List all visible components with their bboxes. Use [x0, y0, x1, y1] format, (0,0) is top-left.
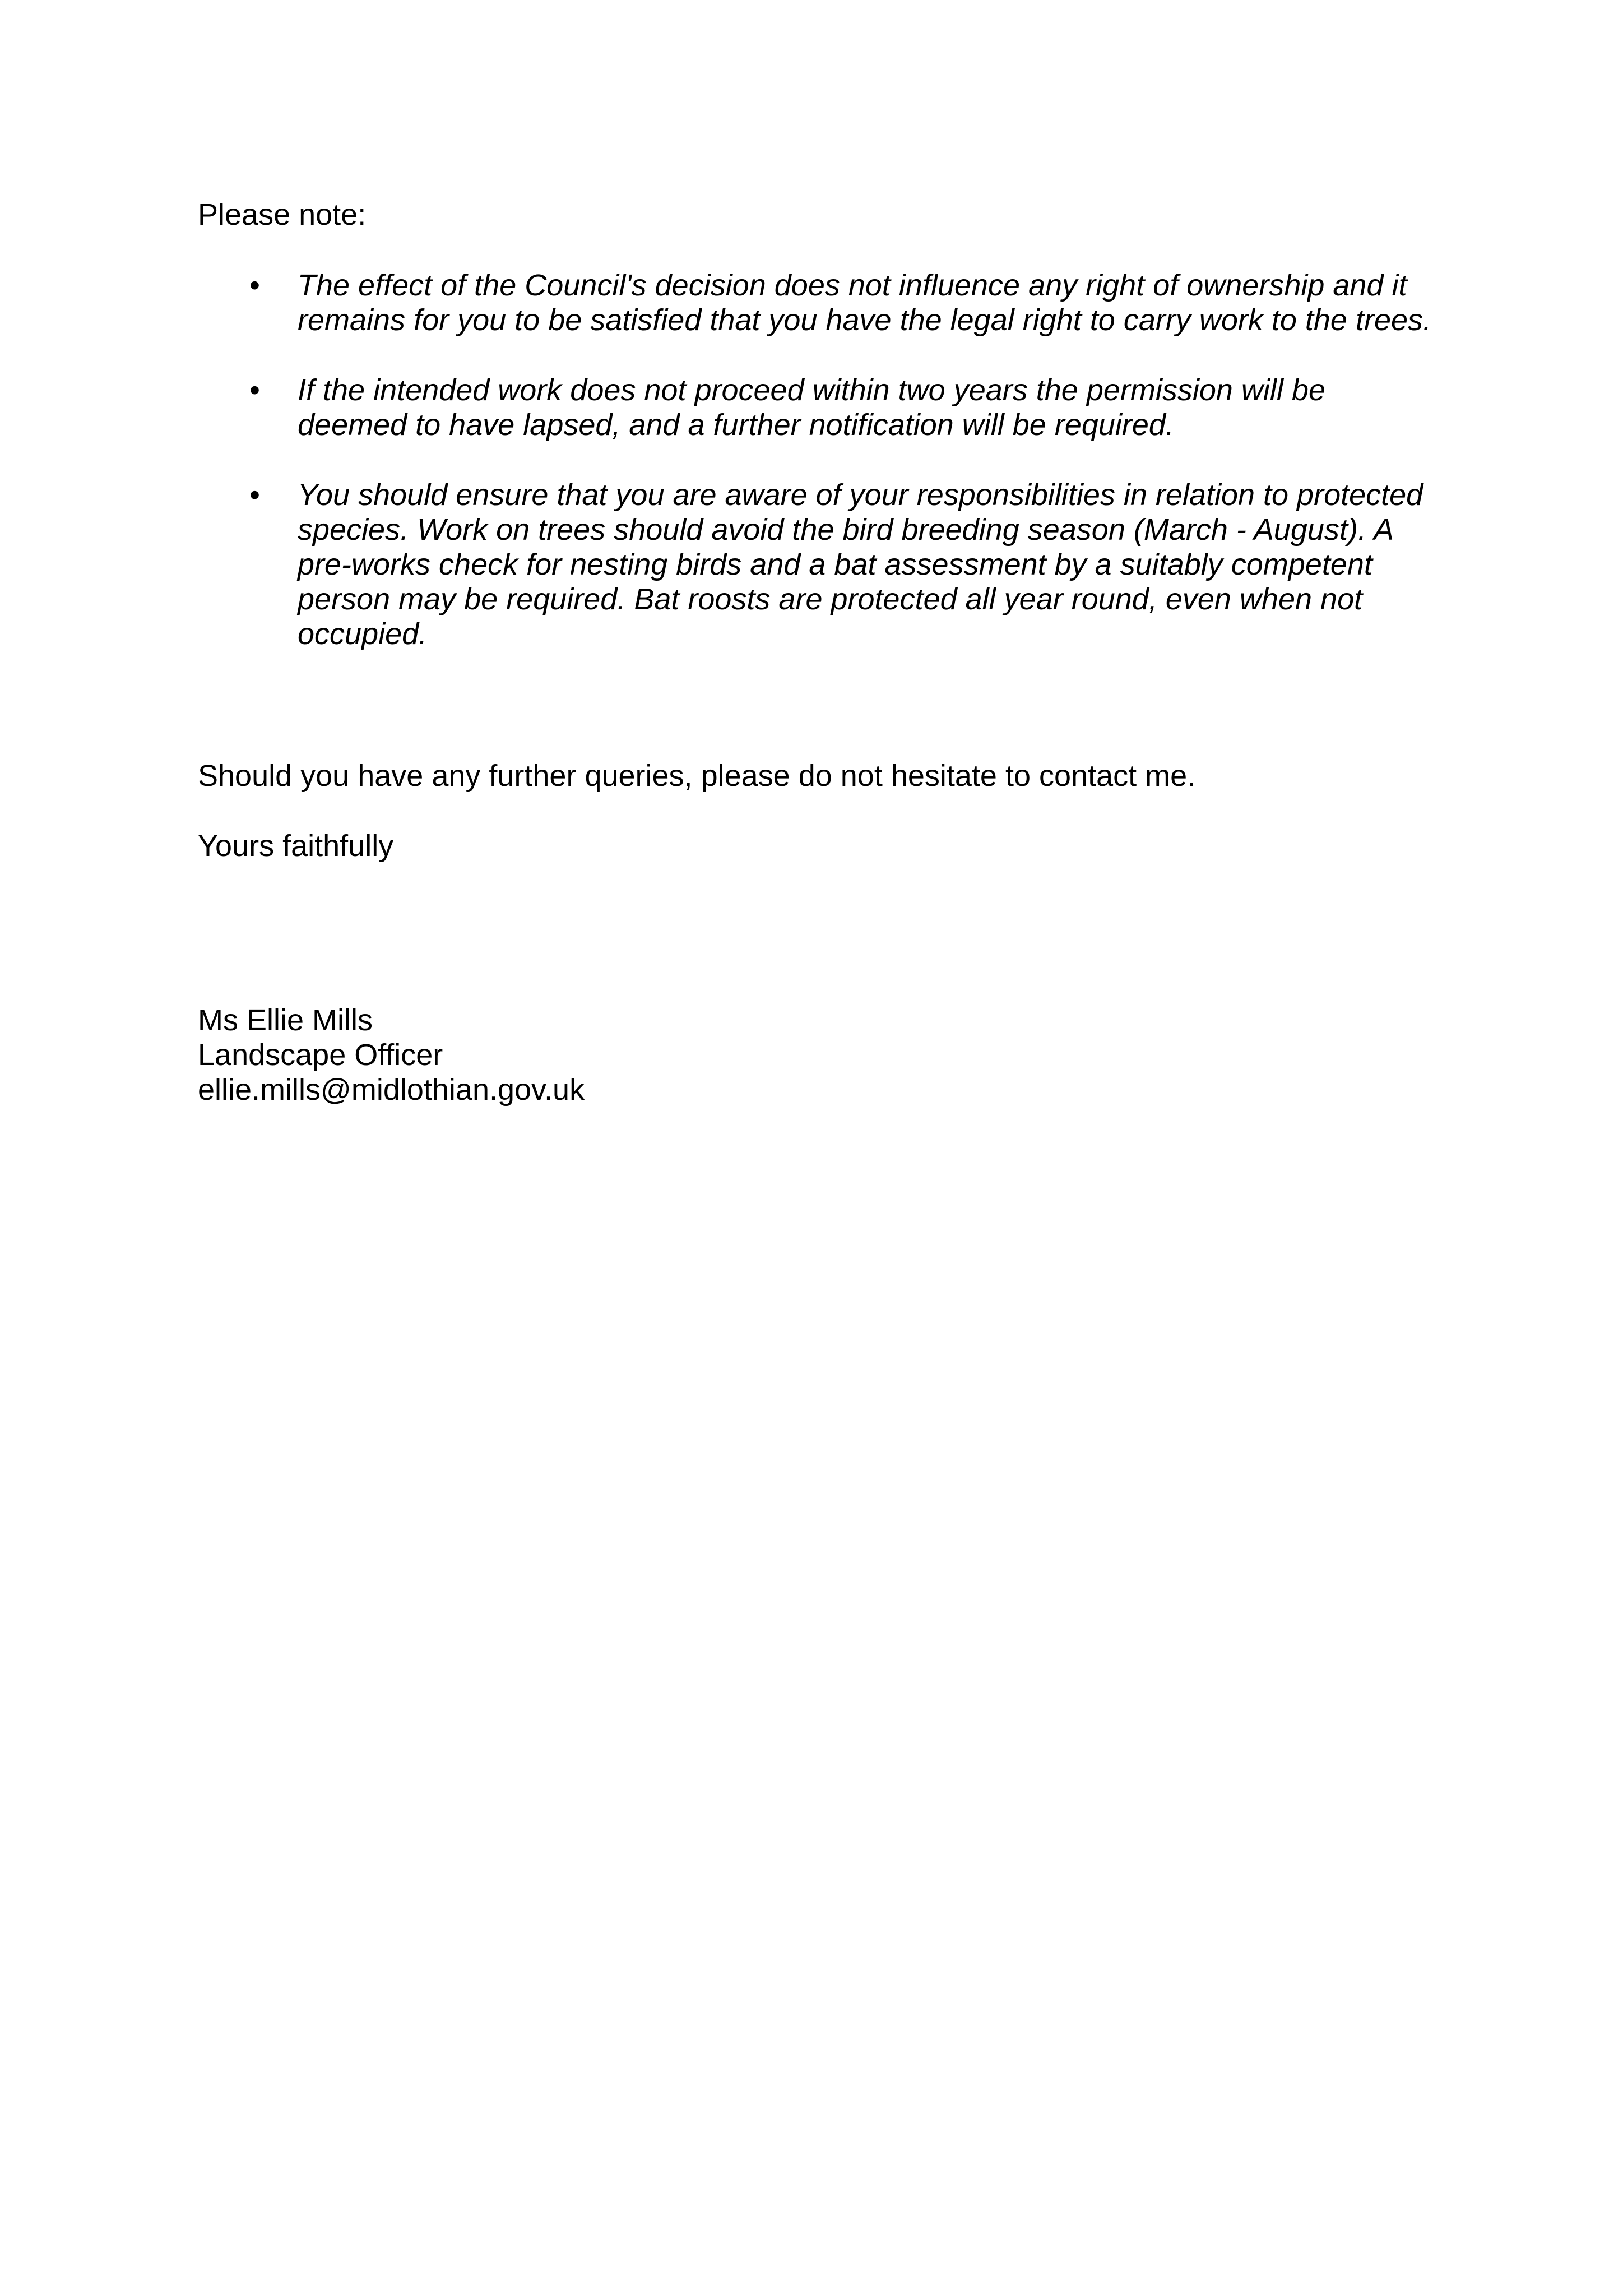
- note-text: If the intended work does not proceed within two years the permission will be deemed to have lapsed, and a further notification will be required.: [298, 373, 1325, 442]
- bullet-icon: •: [249, 269, 260, 302]
- note-item-lapse: [198, 373, 1459, 442]
- notes-list: [198, 268, 1459, 687]
- sign-off: Yours faithfully: [198, 829, 394, 863]
- signatory-title: Landscape Officer: [198, 1038, 443, 1072]
- bullet-icon: •: [249, 373, 260, 407]
- note-item-ownership: [198, 268, 1459, 337]
- signatory-name: Ms Ellie Mills: [198, 1003, 373, 1037]
- note-text: The effect of the Council's decision does not influence any right of ownership and it remains for you to be satisfied that you have the legal right to carry work to the trees.: [298, 269, 1432, 337]
- bullet-icon: •: [249, 478, 260, 512]
- please-note-heading: Please note:: [198, 198, 367, 232]
- closing-sentence: Should you have any further queries, please do not hesitate to contact me.: [198, 759, 1196, 793]
- signature-block: [198, 1003, 585, 1107]
- signatory-email: ellie.mills@midlothian.gov.uk: [198, 1073, 585, 1107]
- note-item-protected-species: [198, 478, 1459, 651]
- note-text: You should ensure that you are aware of your responsibilities in relation to protected species. Work on trees should avoid the bird breeding season (March - August). A pre-works check for nesting birds and a bat assessment by a suitably competent person may be required. Bat roosts are protected all year round, even when not occupied.: [298, 478, 1423, 651]
